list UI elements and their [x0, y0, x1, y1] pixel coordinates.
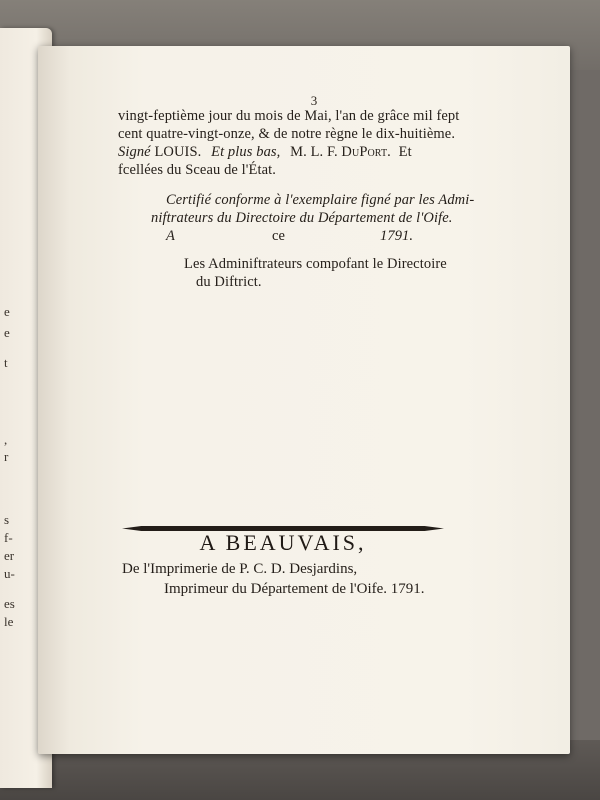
date-ce: ce	[272, 228, 286, 244]
plus-bas-phrase: Et plus bas,	[211, 144, 281, 160]
et-word: Et	[398, 144, 412, 160]
imprint-printer: De l'Imprimerie de P. C. D. Desjardins,	[122, 561, 358, 577]
facing-page-fragment: er	[4, 548, 15, 563]
administrators-line: du Diftrict.	[196, 274, 262, 290]
document-page	[38, 46, 570, 754]
signe-word: Signé	[118, 144, 151, 160]
facing-page-fragment: es	[4, 596, 15, 611]
imprint-place: A BEAUVAIS,	[199, 530, 367, 555]
page-number: 3	[310, 93, 318, 108]
date-year: 1791.	[380, 228, 414, 244]
date-a: A	[166, 228, 175, 244]
administrators-line: Les Adminiftrateurs compofant le Directoire	[184, 256, 447, 272]
facing-page-fragment: t	[4, 355, 8, 370]
king-name: LOUIS.	[154, 144, 202, 160]
body-line: vingt-feptième jour du mois de Mai, l'an de grâce mil fept	[118, 108, 460, 124]
facing-page-fragment: r	[4, 449, 9, 464]
certification-line: niftrateurs du Directoire du Département de l'Oife.	[151, 210, 453, 226]
minister-name: M. L. F. DuPort.	[290, 144, 391, 160]
facing-page-fragment: s	[4, 512, 10, 527]
facing-page-fragment: e	[4, 304, 10, 319]
facing-page-fragment: e	[4, 325, 10, 340]
body-line: cent quatre-vingt-onze, & de notre règne le dix-huitième.	[118, 126, 456, 142]
seal-line: fcellées du Sceau de l'État.	[118, 162, 276, 178]
facing-page-fragment: u-	[4, 566, 15, 581]
facing-page-fragment: le	[4, 614, 14, 629]
facing-page-fragment: ,	[4, 432, 8, 447]
imprint-title: Imprimeur du Département de l'Oife. 1791.	[164, 581, 425, 597]
signature-line	[118, 144, 412, 161]
facing-page-fragment: f-	[4, 530, 13, 545]
certification-line: Certifié conforme à l'exemplaire figné par les Admi-	[166, 192, 475, 208]
